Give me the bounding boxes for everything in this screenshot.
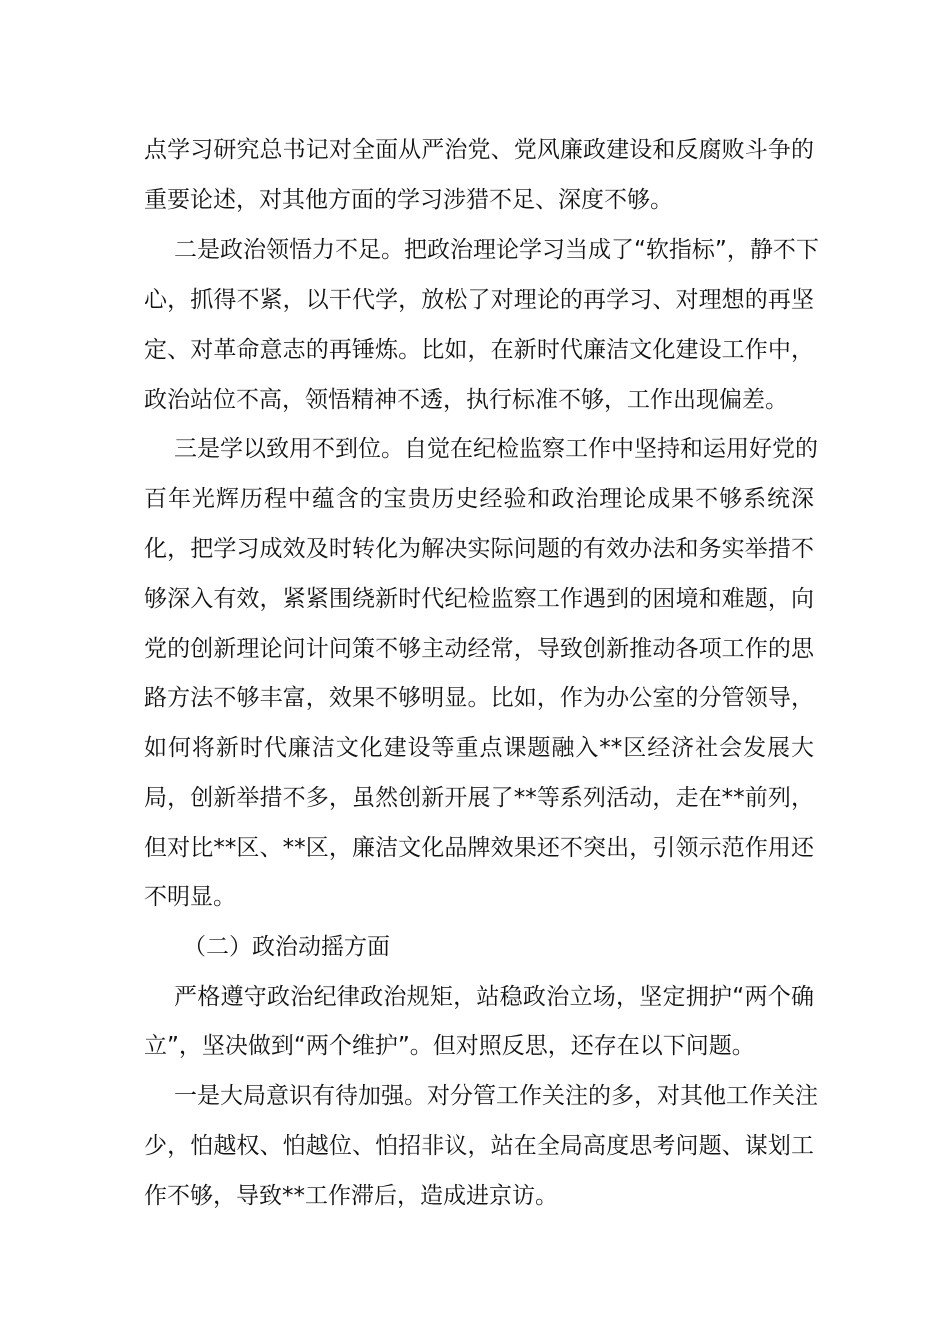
section-heading: （二）政治动摇方面 (183, 934, 390, 960)
text-line-3: 二是政治领悟力不足。把政治理论学习当成了“软指标”，静不下 (174, 237, 819, 263)
text-line-4: 心，抓得不紧，以干代学，放松了对理论的再学习、对理想的再坚 (144, 287, 814, 313)
text-line-8: 百年光辉历程中蕴含的宝贵历史经验和政治理论成果不够系统深 (144, 486, 814, 512)
text-line-1: 点学习研究总书记对全面从严治党、党风廉政建设和反腐败斗争的 (144, 137, 814, 163)
text-line-18: 严格遵守政治纪律政治规矩，站稳政治立场，坚定拥护“两个确 (174, 984, 814, 1010)
text-line-22: 作不够，导致**工作滞后，造成进京访。 (144, 1183, 558, 1209)
text-line-20: 一是大局意识有待加强。对分管工作关注的多，对其他工作关注 (174, 1083, 818, 1109)
text-line-11: 党的创新理论问计问策不够主动经常，导致创新推动各项工作的思 (144, 636, 814, 662)
text-line-5: 定、对革命意志的再锤炼。比如，在新时代廉洁文化建设工作中， (144, 337, 814, 363)
text-line-2: 重要论述，对其他方面的学习涉猎不足、深度不够。 (144, 187, 673, 213)
text-line-19: 立”，坚决做到“两个维护”。但对照反思，还存在以下问题。 (144, 1033, 755, 1059)
text-line-10: 够深入有效，紧紧围绕新时代纪检监察工作遇到的困境和难题，向 (144, 586, 814, 612)
text-line-9: 化，把学习成效及时转化为解决实际问题的有效办法和务实举措不 (144, 536, 814, 562)
text-line-14: 局，创新举措不多，虽然创新开展了**等系列活动，走在**前列， (144, 785, 814, 811)
text-line-21: 少，怕越权、怕越位、怕招非议，站在全局高度思考问题、谋划工 (144, 1133, 814, 1159)
text-line-7: 三是学以致用不到位。自觉在纪检监察工作中坚持和运用好党的 (174, 436, 818, 462)
text-line-15: 但对比**区、**区，廉洁文化品牌效果还不突出，引领示范作用还 (144, 835, 814, 861)
text-line-6: 政治站位不高，领悟精神不透，执行标准不够，工作出现偏差。 (144, 387, 788, 413)
text-line-12: 路方法不够丰富，效果不够明显。比如，作为办公室的分管领导， (144, 685, 814, 711)
text-line-13: 如何将新时代廉洁文化建设等重点课题融入**区经济社会发展大 (144, 735, 814, 761)
text-line-16: 不明显。 (144, 884, 236, 910)
